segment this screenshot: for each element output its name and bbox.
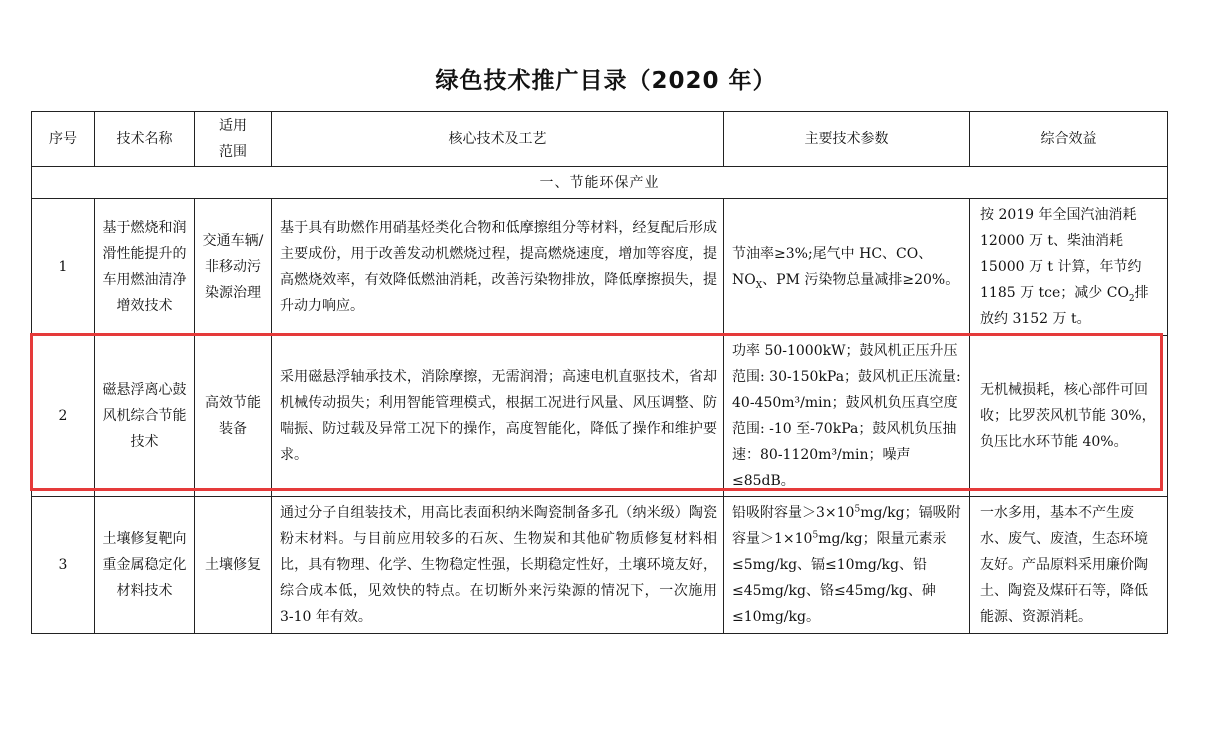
cell-core: 采用磁悬浮轴承技术，消除摩擦，无需润滑；高速电机直驱技术，省却机械传动损失；利用智能管理模式，根据工况进行风量、风压调整、防喘振、防过载及异常工况下的操作，高度智能化，降低了操作和维护要求。 xyxy=(272,336,724,497)
cell-name: 土壤修复靶向重金属稳定化材料技术 xyxy=(95,497,195,634)
benefit-subscript: 2 xyxy=(1128,293,1135,304)
header-row xyxy=(32,112,1168,167)
cell-core: 通过分子自组装技术，用高比表面积纳米陶瓷制备多孔（纳米级）陶瓷粉末材料。与目前应用较多的石灰、生物炭和其他矿物质修复材料相比，具有物理、化学、生物稳定性强，长期稳定性好，土壤环境友好，综合成本低，见效快的特点。在切断外来污染源的情况下，一次施用 3-10 年有效。 xyxy=(272,497,724,634)
header-no: 序号 xyxy=(32,112,95,167)
cell-no: 2 xyxy=(32,336,95,497)
cell-name: 基于燃烧和润滑性能提升的车用燃油清净增效技术 xyxy=(95,199,195,336)
cell-core: 基于具有助燃作用硝基烃类化合物和低摩擦组分等材料，经复配后形成主要成份，用于改善发动机燃烧过程，提高燃烧速度，增加等容度，提高燃烧效率，有效降低燃油消耗，改善污染物排放，降低摩擦损失，提升动力响应。 xyxy=(272,199,724,336)
params-text-b: mg/kg；镉吸附容量＞1×10 xyxy=(732,505,961,547)
cell-name: 磁悬浮离心鼓风机综合节能技术 xyxy=(95,336,195,497)
cell-no: 1 xyxy=(32,199,95,336)
params-superscript: 5 xyxy=(854,504,861,515)
catalog-table xyxy=(31,111,1168,634)
section-row xyxy=(32,167,1168,199)
cell-benefit xyxy=(970,199,1168,336)
params-text-b: 、PM 污染物总量减排≥20%。 xyxy=(762,272,960,288)
table-row xyxy=(32,497,1168,634)
params-superscript: 5 xyxy=(812,530,819,541)
params-text-c: mg/kg；限量元素汞≤5mg/kg、镉≤10mg/kg、铅≤45mg/kg、铬≤45mg/kg、砷≤10mg/kg。 xyxy=(732,531,947,625)
cell-no: 3 xyxy=(32,497,95,634)
header-name: 技术名称 xyxy=(95,112,195,167)
table-row xyxy=(32,336,1168,497)
cell-scope: 交通车辆/非移动污染源治理 xyxy=(195,199,272,336)
params-text-a: 节油率≥3%;尾气中 HC、CO、NO xyxy=(732,246,933,288)
header-scope xyxy=(195,112,272,167)
params-text-a: 铅吸附容量＞3×10 xyxy=(732,505,855,521)
cell-benefit: 无机械损耗，核心部件可回收；比罗茨风机节能 30%，负压比水环节能 40%。 xyxy=(970,336,1168,497)
cell-params: 功率 50-1000kW；鼓风机正压升压范围: 30-150kPa；鼓风机正压流量: 40-450m³/min；鼓风机负压真空度范围: -10 至-70kPa；鼓风机负压抽速：80-1120m³/min；噪声≤85dB。 xyxy=(724,336,970,497)
params-subscript: X xyxy=(755,280,763,291)
header-scope-text: 适用范围 xyxy=(218,118,247,160)
cell-scope: 高效节能装备 xyxy=(195,336,272,497)
cell-benefit: 一水多用，基本不产生废水、废气、废渣，生态环境友好。产品原料采用廉价陶土、陶瓷及煤矸石等，降低能源、资源消耗。 xyxy=(970,497,1168,634)
header-core: 核心技术及工艺 xyxy=(272,112,724,167)
document-title: 绿色技术推广目录（2020 年） xyxy=(435,68,777,94)
benefit-text-b: 排放约 3152 万 t。 xyxy=(980,285,1149,327)
cell-scope: 土壤修复 xyxy=(195,497,272,634)
header-params: 主要技术参数 xyxy=(724,112,970,167)
header-benefit: 综合效益 xyxy=(970,112,1168,167)
table-row xyxy=(32,199,1168,336)
cell-params xyxy=(724,497,970,634)
section-label: 一、节能环保产业 xyxy=(32,167,1168,199)
benefit-text-a: 按 2019 年全国汽油消耗 12000 万 t、柴油消耗 15000 万 t 计算，年节约 1185 万 tce；减少 CO xyxy=(980,207,1142,301)
cell-params xyxy=(724,199,970,336)
